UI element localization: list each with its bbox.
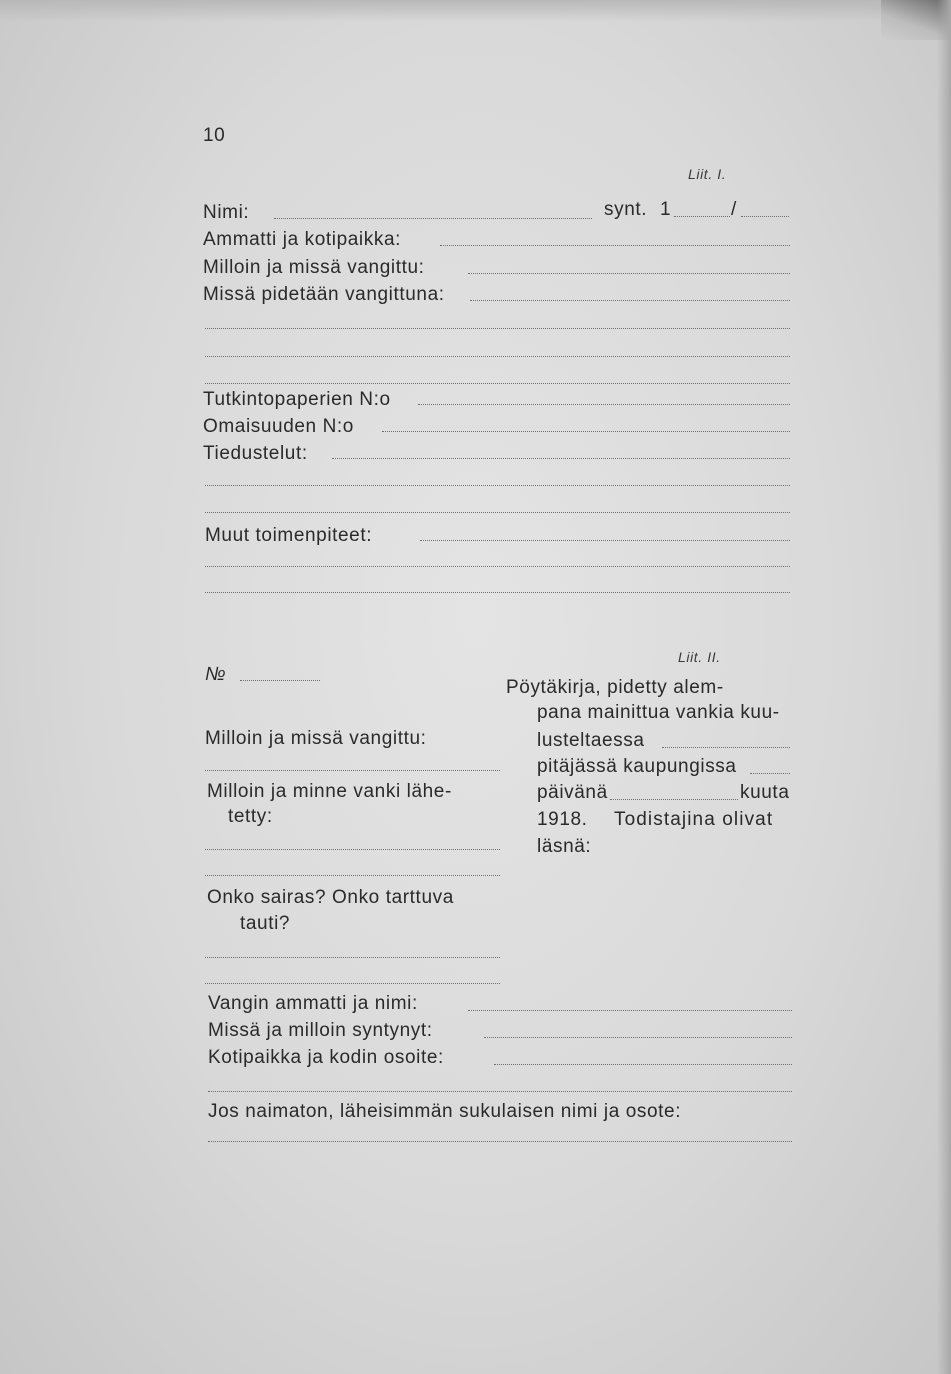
protocol-line3: lusteltaessa	[537, 730, 645, 751]
property-label: Omaisuuden N:o	[203, 416, 354, 437]
number-field[interactable]	[240, 680, 320, 681]
held-label: Missä pidetään vangittuna:	[203, 284, 445, 305]
sick-field[interactable]	[205, 957, 500, 958]
l2-arrested-label: Milloin ja missä vangittu:	[205, 728, 427, 749]
page-number: 10	[203, 125, 226, 146]
held-field-line3[interactable]	[205, 356, 790, 357]
inquiries-label: Tiedustelut:	[203, 443, 308, 464]
protocol-place-field[interactable]	[750, 773, 790, 774]
arrested-field[interactable]	[468, 273, 790, 274]
occupation-field[interactable]	[440, 245, 790, 246]
held-field-line4[interactable]	[205, 383, 790, 384]
other-measures-field-line3[interactable]	[205, 592, 790, 593]
protocol-present: läsnä:	[537, 836, 592, 857]
inquiries-field[interactable]	[332, 458, 790, 459]
other-measures-field[interactable]	[420, 540, 790, 541]
born-slash: /	[731, 199, 737, 220]
prisoner-occupation-label: Vangin ammatti ja nimi:	[208, 993, 418, 1014]
home-label: Kotipaikka ja kodin osoite:	[208, 1047, 444, 1068]
sent-field[interactable]	[205, 849, 500, 850]
arrested-label: Milloin ja missä vangittu:	[203, 257, 425, 278]
relative-field[interactable]	[208, 1141, 792, 1142]
other-measures-field-line2[interactable]	[205, 566, 790, 567]
inquiries-field-line3[interactable]	[205, 512, 790, 513]
occupation-label: Ammatti ja kotipaikka:	[203, 229, 401, 250]
name-label: Nimi:	[203, 202, 250, 223]
exam-papers-label: Tutkintopaperien N:o	[203, 389, 391, 410]
sent-label-line2: tetty:	[228, 806, 273, 827]
home-field[interactable]	[494, 1064, 792, 1065]
held-field[interactable]	[470, 300, 790, 301]
protocol-interrogation-field[interactable]	[662, 747, 790, 748]
sent-field-line2[interactable]	[205, 875, 500, 876]
page-right-shadow	[937, 0, 951, 1374]
property-field[interactable]	[382, 431, 790, 432]
born-day-field[interactable]	[741, 216, 789, 217]
protocol-line4: pitäjässä kaupungissa	[537, 756, 737, 777]
sick-field-line2[interactable]	[205, 983, 500, 984]
protocol-day-label: päivänä	[537, 782, 608, 803]
sick-label-line2: tauti?	[240, 913, 291, 934]
birth-label: Missä ja milloin syntynyt:	[208, 1020, 433, 1041]
protocol-day-field[interactable]	[610, 799, 738, 800]
protocol-witnesses: Todistajina olivat	[614, 809, 774, 830]
page-top-shadow	[0, 0, 951, 22]
home-field-line2[interactable]	[208, 1091, 792, 1092]
l2-arrested-field[interactable]	[205, 770, 500, 771]
sent-label-line1: Milloin ja minne vanki lähe-	[207, 781, 452, 802]
liite2-label: Liit. II.	[678, 649, 721, 665]
protocol-year: 1918.	[537, 809, 588, 830]
protocol-line1: Pöytäkirja, pidetty alem-	[506, 677, 724, 698]
birth-field[interactable]	[484, 1037, 792, 1038]
inquiries-field-line2[interactable]	[205, 485, 790, 486]
born-year-field[interactable]	[674, 216, 730, 217]
sick-label-line1: Onko sairas? Onko tarttuva	[207, 887, 454, 908]
born-label: synt.	[604, 199, 648, 220]
born-year-prefix: 1	[660, 199, 672, 220]
protocol-month-label: kuuta	[740, 782, 790, 803]
prisoner-occupation-field[interactable]	[468, 1010, 792, 1011]
liite1-label: Liit. I.	[688, 166, 727, 182]
exam-papers-field[interactable]	[418, 404, 790, 405]
relative-label: Jos naimaton, läheisimmän sukulaisen nimi ja osote:	[208, 1101, 682, 1122]
name-field[interactable]	[274, 218, 592, 219]
held-field-line2[interactable]	[205, 328, 790, 329]
protocol-line2: pana mainittua vankia kuu-	[537, 702, 780, 723]
number-sign: №	[205, 664, 227, 685]
other-measures-label: Muut toimenpiteet:	[205, 525, 373, 546]
